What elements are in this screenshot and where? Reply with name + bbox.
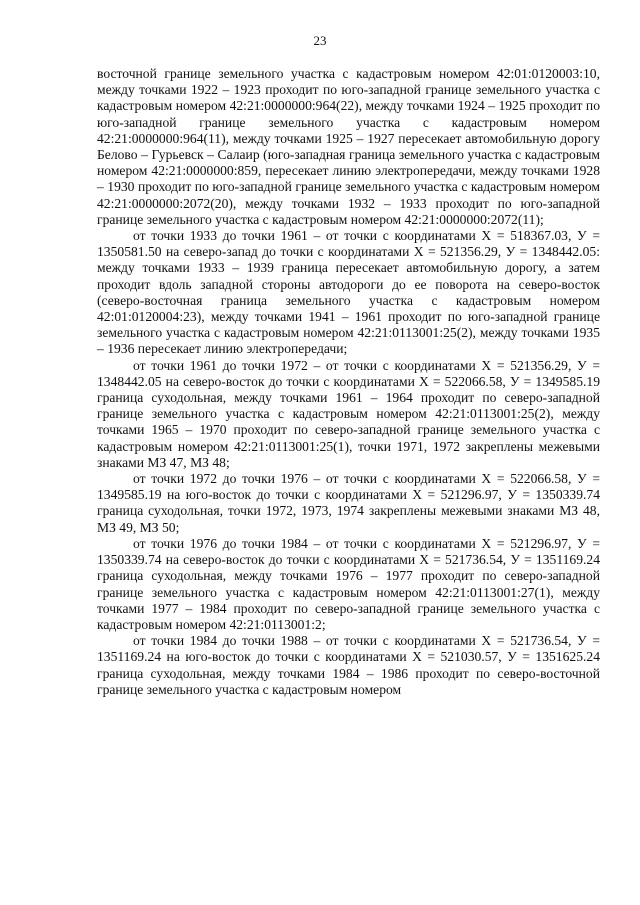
document-body [97,66,600,698]
page-number: 23 [313,33,327,48]
paragraph-segment-1984-1988: от точки 1984 до точки 1988 – от точки с координатами Х = 521736.54, У = 1351169.24 на юго-восток до точки с координатами Х = 521030.57, У = 1351625.24 граница суходольная, между точками 1984 – 1986 проходит по северо-восточной границе земельного участка с кадастровым номером [97,633,600,697]
paragraph-segment-1976-1984: от точки 1976 до точки 1984 – от точки с координатами Х = 521296.97, У = 1350339.74 на северо-восток до точки с координатами Х = 521736.54, У = 1351169.24 граница суходольная, между точками 1976 – 1977 проходит по северо-западной границе земельного участка с кадастровым номером 42:21:0113001:27(1), между точками 1977 – 1984 проходит по северо-западной границе земельного участка с кадастровым номером 42:21:0113001:2; [97,535,600,632]
paragraph-continuation: восточной границе земельного участка с кадастровым номером 42:01:0120003:10, между точками 1922 – 1923 проходит по юго-западной границе земельного участка с кадастровым номером 42:21:0000000:964(22), между точками 1924 – 1925 проходит по юго-западной границе земельного участка с кадастровым номером 42:21:0000000:964(11), между точками 1925 – 1927 пересекает автомобильную дорогу Белово – Гурьевск – Салаир (юго-западная граница земельного участка с кадастровым номером 42:21:0000000:859, пересекает линию электропередачи, между точками 1928 – 1930 проходит по юго-западной границе земельного участка с кадастровым номером 42:21:0000000:2072(20), между точками 1932 – 1933 проходит по юго-западной границе земельного участка с кадастровым номером 42:21:0000000:2072(11); [97,66,600,227]
paragraph-segment-1961-1972: от точки 1961 до точки 1972 – от точки с координатами Х = 521356.29, У = 1348442.05 на северо-восток до точки с координатами Х = 522066.58, У = 1349585.19 граница суходольная, между точками 1961 – 1964 проходит по северо-западной границе земельного участка с кадастровым номером 42:21:0113001:25(2), между точками 1965 – 1970 проходит по северо-западной границе земельного участка с кадастровым номером 42:21:0113001:25(1), точки 1971, 1972 закреплены межевыми знаками МЗ 47, МЗ 48; [97,357,600,470]
paragraph-segment-1972-1976: от точки 1972 до точки 1976 – от точки с координатами Х = 522066.58, У = 1349585.19 на юго-восток до точки с координатами Х = 521296.97, У = 1350339.74 граница суходольная, точки 1972, 1973, 1974 закреплены межевыми знаками МЗ 48, МЗ 49, МЗ 50; [97,471,600,535]
paragraph-segment-1933-1961: от точки 1933 до точки 1961 – от точки с координатами Х = 518367.03, У = 1350581.50 на северо-запад до точки с координатами Х = 521356.29, У = 1348442.05: между точками 1933 – 1939 граница пересекает автомобильную дорогу, а затем проходит вдоль западной стороны автодороги до ее поворота на северо-восток (северо-восточная граница земельного участка с кадастровым номером 42:01:0120004:23), между точками 1941 – 1961 проходит по юго-западной границе земельного участка с кадастровым номером 42:21:0113001:25(2), между точками 1935 – 1936 пересекает линию электропередачи; [97,228,600,357]
